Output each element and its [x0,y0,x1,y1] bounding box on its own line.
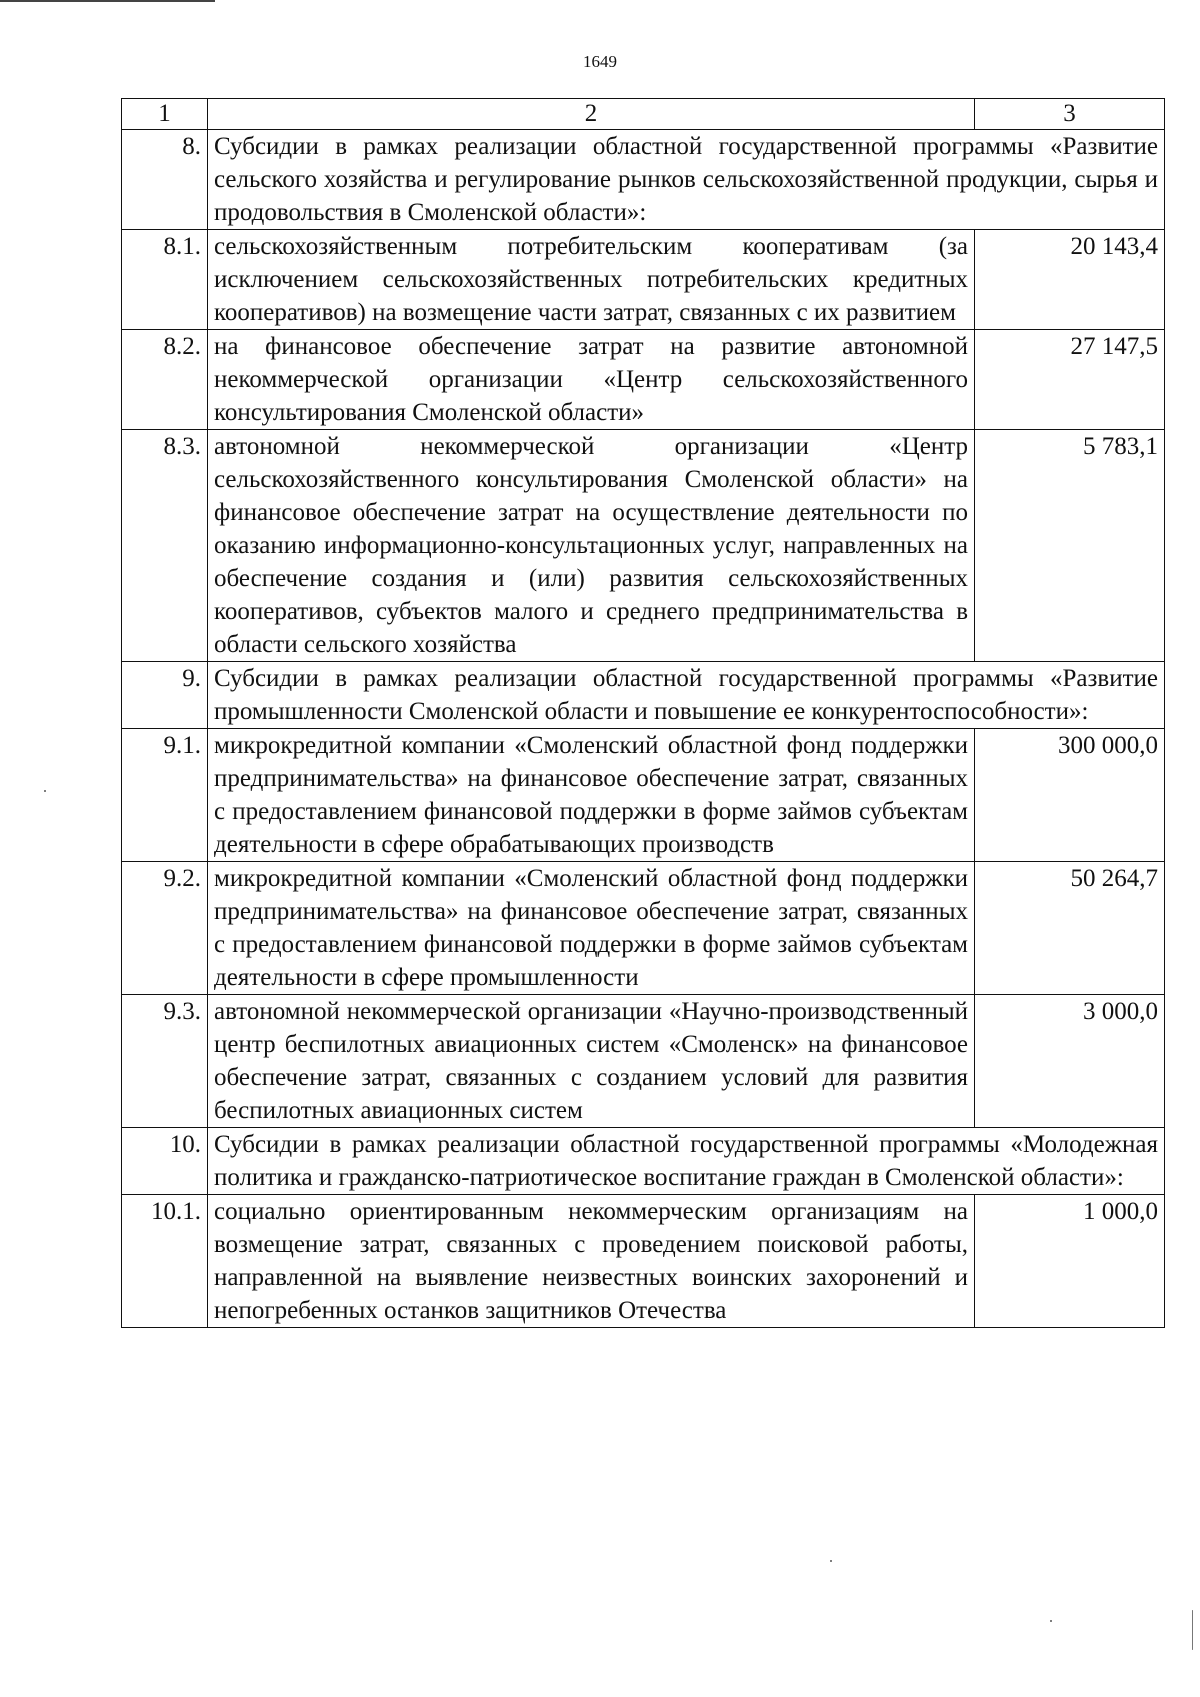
row-description: автономной некоммерческой организации «Научно-производственный центр беспилотных авиационных систем «Смоленск» на финансовое обеспечение затрат, связанных с созданием условий для развития беспилотных авиационных систем [208,995,975,1128]
row-amount: 20 143,4 [975,230,1165,330]
page-number: 1649 [583,52,617,71]
table-row-8-3 [122,430,1165,662]
row-number: 10.1. [122,1195,208,1328]
scan-border-line [0,0,215,2]
scan-speck [830,1560,832,1562]
column-header-1: 1 [122,99,208,130]
row-number: 8. [122,130,208,230]
row-amount: 5 783,1 [975,430,1165,662]
row-description: на финансовое обеспечение затрат на развитие автономной некоммерческой организации «Центр сельскохозяйственного консультирования Смоленской области» [208,330,975,430]
row-description: микрокредитной компании «Смоленский областной фонд поддержки предпринимательства» на финансовое обеспечение затрат, связанных с предоставлением финансовой поддержки в форме займов субъектам деятельности в сфере обрабатывающих производств [208,729,975,862]
scan-speck [1050,1620,1052,1622]
row-description: сельскохозяйственным потребительским кооперативам (за исключением сельскохозяйственных потребительских кредитных кооперативов) на возмещение части затрат, связанных с их развитием [208,230,975,330]
column-header-2: 2 [208,99,975,130]
row-number: 10. [122,1128,208,1195]
table-row-10-1 [122,1195,1165,1328]
table-row-9-1 [122,729,1165,862]
row-amount: 300 000,0 [975,729,1165,862]
row-number: 8.2. [122,330,208,430]
row-description: автономной некоммерческой организации «Центр сельскохозяйственного консультирования Смоленской области» на финансовое обеспечение затрат на осуществление деятельности по оказанию информационно-консультационных услуг, направленных на обеспечение создания и (или) развития сельскохозяйственных кооперативов, субъектов малого и среднего предпринимательства в области сельского хозяйства [208,430,975,662]
section-title: Субсидии в рамках реализации областной государственной программы «Молодежная политика и гражданско-патриотическое воспитание граждан в Смоленской области»: [208,1128,1165,1195]
row-description: социально ориентированным некоммерческим организациям на возмещение затрат, связанных с проведением поисковой работы, направленной на выявление неизвестных воинских захоронений и непогребенных останков защитников Отечества [208,1195,975,1328]
section-title: Субсидии в рамках реализации областной государственной программы «Развитие сельского хозяйства и регулирование рынков сельскохозяйственной продукции, сырья и продовольствия в Смоленской области»: [208,130,1165,230]
section-row-9 [122,662,1165,729]
section-title: Субсидии в рамках реализации областной государственной программы «Развитие промышленности Смоленской области и повышение ее конкурентоспособности»: [208,662,1165,729]
section-row-8 [122,130,1165,230]
row-number: 9.1. [122,729,208,862]
scan-speck [44,790,46,792]
row-amount: 1 000,0 [975,1195,1165,1328]
scan-edge-mark [1192,1610,1193,1650]
row-number: 9.2. [122,862,208,995]
column-header-3: 3 [975,99,1165,130]
table-row-8-1 [122,230,1165,330]
row-amount: 3 000,0 [975,995,1165,1128]
row-number: 8.3. [122,430,208,662]
row-number: 8.1. [122,230,208,330]
table-row-8-2 [122,330,1165,430]
row-description: микрокредитной компании «Смоленский областной фонд поддержки предпринимательства» на финансовое обеспечение затрат, связанных с предоставлением финансовой поддержки в форме займов субъектам деятельности в сфере промышленности [208,862,975,995]
row-amount: 27 147,5 [975,330,1165,430]
row-number: 9. [122,662,208,729]
row-number: 9.3. [122,995,208,1128]
subsidies-table [121,98,1165,1328]
table-header-row [122,99,1165,130]
table-row-9-2 [122,862,1165,995]
section-row-10 [122,1128,1165,1195]
row-amount: 50 264,7 [975,862,1165,995]
table-row-9-3 [122,995,1165,1128]
